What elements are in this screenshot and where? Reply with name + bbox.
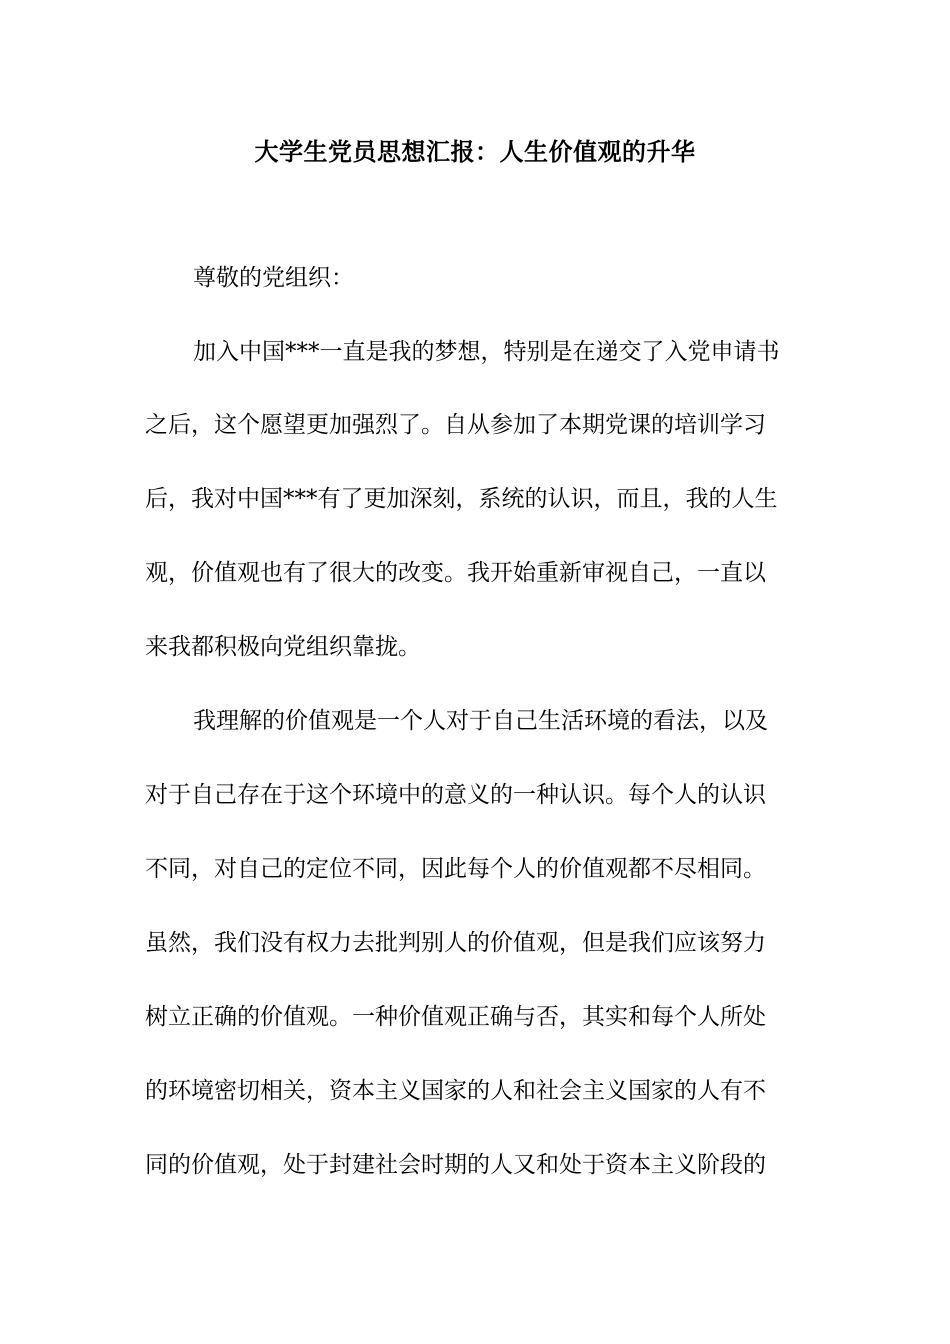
paragraph-line: 同的价值观，处于封建社会时期的人又和处于资本主义阶段的 xyxy=(145,1152,766,1178)
paragraph-line: 对于自己存在于这个环境中的意义的一种认识。每个人的认识 xyxy=(145,782,766,808)
paragraph-line: 虽然，我们没有权力去批判别人的价值观，但是我们应该努力 xyxy=(145,930,766,956)
paragraph-line: 加入中国***一直是我的梦想，特别是在递交了入党申请书 xyxy=(193,339,780,365)
paragraph-line: 后，我对中国***有了更加深刻，系统的认识，而且，我的人生 xyxy=(145,486,778,512)
paragraph-line: 来我都积极向党组织靠拢。 xyxy=(145,634,421,660)
paragraph-line: 不同，对自己的定位不同，因此每个人的价值观都不尽相同。 xyxy=(145,856,766,882)
paragraph-line: 的环境密切相关，资本主义国家的人和社会主义国家的人有不 xyxy=(145,1078,766,1104)
paragraph-line: 树立正确的价值观。一种价值观正确与否，其实和每个人所处 xyxy=(145,1004,766,1030)
paragraph-line: 观，价值观也有了很大的改变。我开始重新审视自己，一直以 xyxy=(145,560,766,586)
salutation: 尊敬的党组织： xyxy=(193,265,354,291)
paragraph-line: 我理解的价值观是一个人对于自己生活环境的看法，以及 xyxy=(193,708,768,734)
document-title: 大学生党员思想汇报：人生价值观的升华 xyxy=(254,137,696,166)
paragraph-line: 之后，这个愿望更加强烈了。自从参加了本期党课的培训学习 xyxy=(145,412,766,438)
